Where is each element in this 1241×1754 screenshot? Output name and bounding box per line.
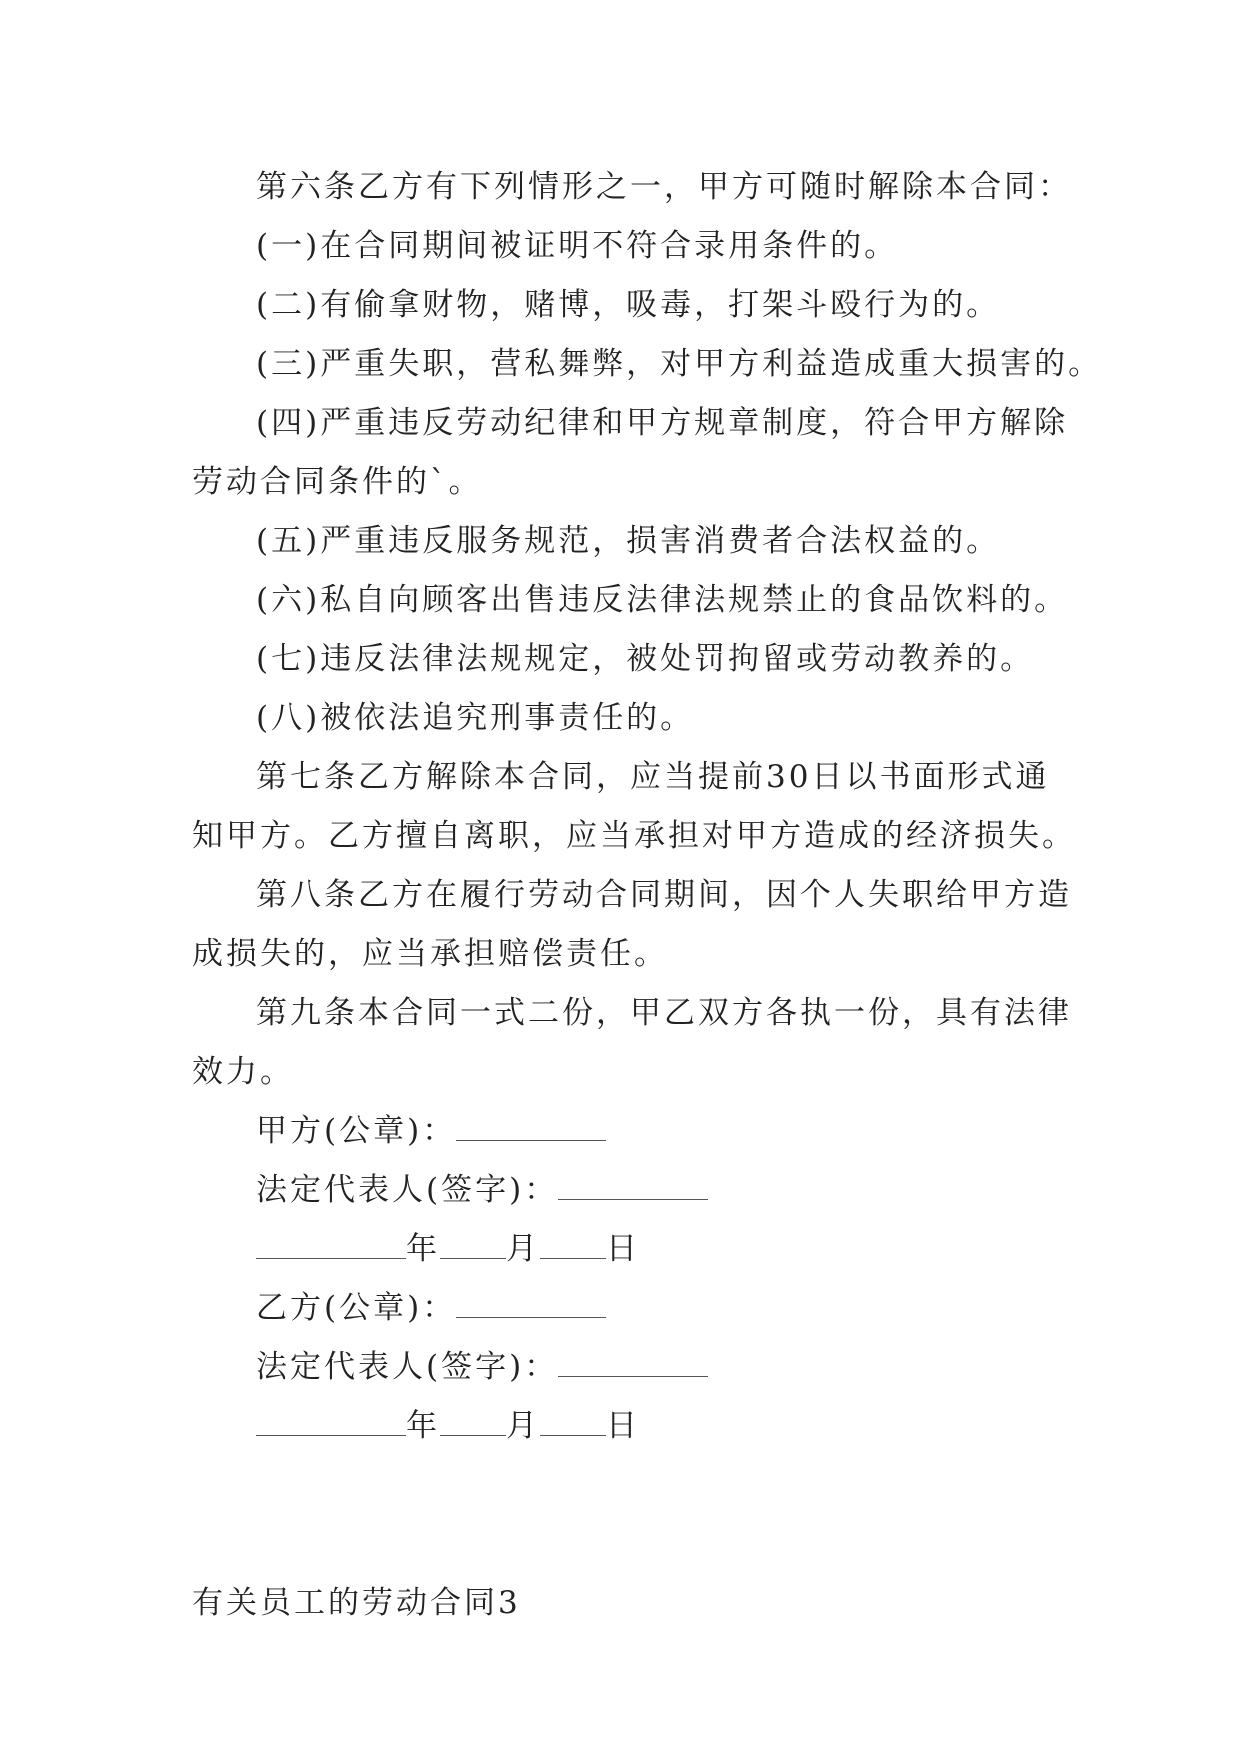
party-a-date-row (192, 1220, 1064, 1279)
clause-6-item-1: (一)在合同期间被证明不符合录用条件的。 (256, 228, 899, 264)
party-b-seal-blank[interactable] (456, 1291, 606, 1318)
clause-7-cont: 知甲方。乙方擅自离职，应当承担对甲方造成的经济损失。 (192, 818, 1076, 854)
party-a-seal-blank[interactable] (456, 1114, 606, 1141)
party-a-seal-row (192, 1102, 1064, 1161)
party-b-day-blank[interactable] (540, 1409, 606, 1436)
party-b-date-row (192, 1397, 1064, 1456)
next-section-title: 有关员工的劳动合同3 (192, 1585, 521, 1621)
party-b-rep-blank[interactable] (558, 1350, 708, 1377)
clause-6-item-4: (四)严重违反劳动纪律和甲方规章制度，符合甲方解除 (256, 405, 1069, 441)
year-label: 年 (406, 1408, 440, 1444)
clause-8: 第八条乙方在履行劳动合同期间，因个人失职给甲方造 (256, 877, 1072, 913)
month-label: 月 (506, 1408, 540, 1444)
party-a-rep-blank[interactable] (558, 1173, 708, 1200)
party-a-year-blank[interactable] (256, 1232, 406, 1259)
clause-6-item-8: (八)被依法追究刑事责任的。 (256, 700, 695, 736)
clause-6-item-7: (七)违反法律法规规定，被处罚拘留或劳动教养的。 (256, 641, 1035, 677)
clause-8-cont: 成损失的，应当承担赔偿责任。 (192, 936, 668, 972)
party-b-month-blank[interactable] (440, 1409, 506, 1436)
clause-6-item-6: (六)私自向顾客出售违反法律法规禁止的食品饮料的。 (256, 582, 1069, 618)
day-label: 日 (606, 1231, 640, 1267)
clause-6-item-5: (五)严重违反服务规范，损害消费者合法权益的。 (256, 523, 1001, 559)
party-b-rep-label: 法定代表人(签字)： (256, 1349, 559, 1385)
clause-7: 第七条乙方解除本合同，应当提前30日以书面形式通 (256, 759, 1050, 795)
party-b-seal-row (192, 1279, 1064, 1338)
party-a-month-blank[interactable] (440, 1232, 506, 1259)
clause-6-item-2: (二)有偷拿财物，赌博，吸毒，打架斗殴行为的。 (256, 287, 1001, 323)
party-b-seal-label: 乙方(公章)： (256, 1290, 457, 1326)
party-a-rep-row (192, 1161, 1064, 1220)
clause-6-item-3: (三)严重失职，营私舞弊，对甲方利益造成重大损害的。 (256, 346, 1103, 382)
clause-6-heading: 第六条乙方有下列情形之一，甲方可随时解除本合同： (256, 169, 1072, 205)
party-b-rep-row (192, 1338, 1064, 1397)
section-gap (192, 1456, 1064, 1574)
year-label: 年 (406, 1231, 440, 1267)
party-b-year-blank[interactable] (256, 1409, 406, 1436)
day-label: 日 (606, 1408, 640, 1444)
party-a-rep-label: 法定代表人(签字)： (256, 1172, 559, 1208)
month-label: 月 (506, 1231, 540, 1267)
clause-6-item-4-cont: 劳动合同条件的`。 (192, 464, 483, 500)
party-a-day-blank[interactable] (540, 1232, 606, 1259)
clause-9: 第九条本合同一式二份，甲乙双方各执一份，具有法律 (256, 995, 1072, 1031)
party-a-seal-label: 甲方(公章)： (256, 1113, 457, 1149)
document-page (192, 158, 1103, 1633)
clause-9-cont: 效力。 (192, 1054, 294, 1090)
